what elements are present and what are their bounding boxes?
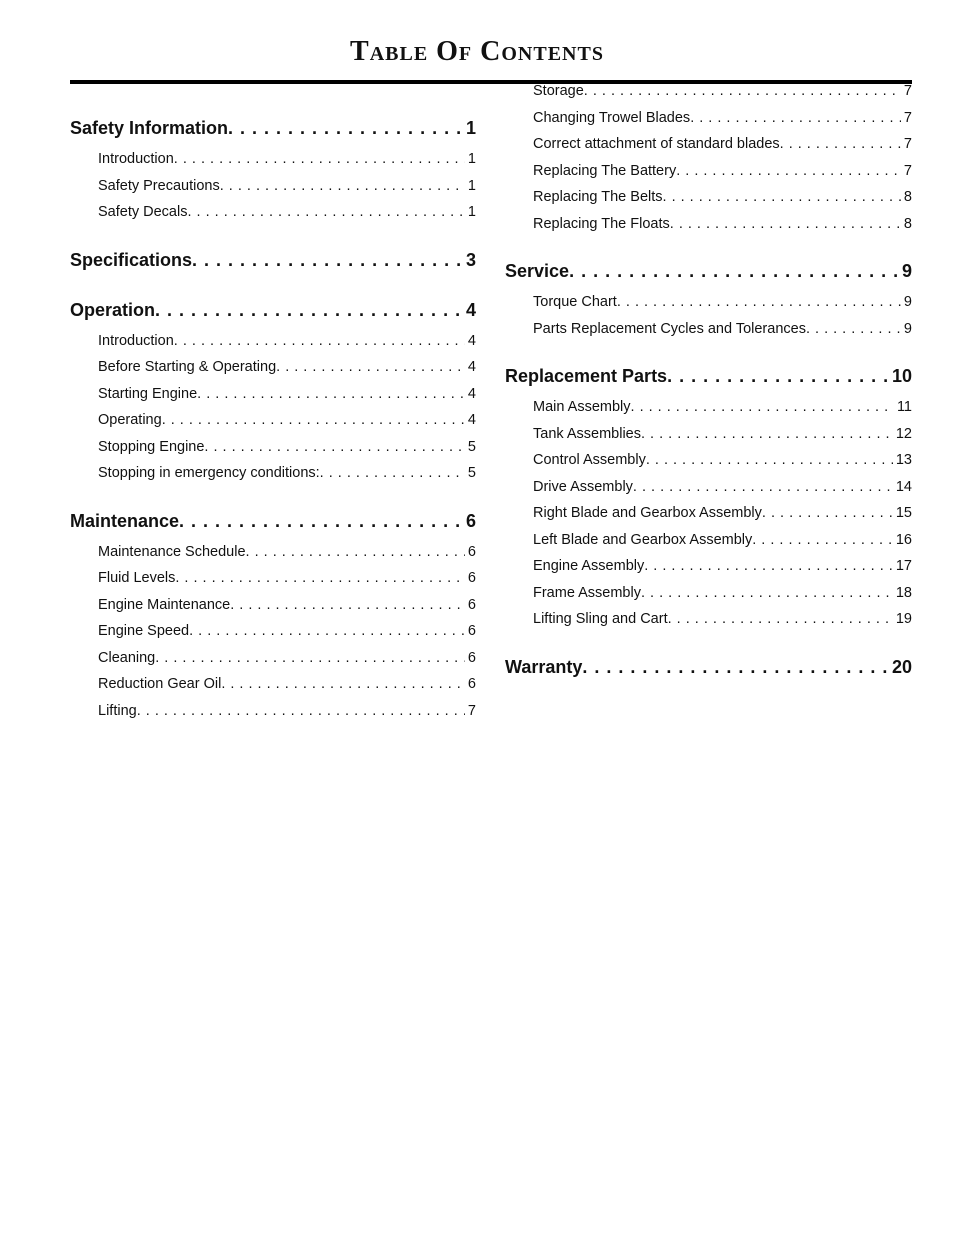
toc-entry-label: Stopping Engine (98, 438, 205, 455)
toc-item-safety-decals[interactable] (70, 199, 476, 226)
toc-page-number: 15 (895, 505, 912, 521)
toc-item-lifting[interactable] (70, 698, 476, 725)
toc-section-block (505, 255, 912, 342)
toc-entry-label: Left Blade and Gearbox Assembly (533, 531, 753, 548)
dot-leader (663, 184, 901, 211)
toc-section-block (70, 505, 476, 725)
dot-leader (752, 527, 893, 554)
toc-page-number: 1 (467, 204, 476, 220)
toc-page-number: 7 (903, 162, 912, 179)
toc-item-lifting-sling-and-cart[interactable] (505, 606, 912, 633)
dot-leader (155, 294, 464, 326)
toc-page-number: 7 (903, 109, 912, 126)
dot-leader (320, 460, 465, 487)
toc-page-number: 9 (903, 294, 912, 310)
toc-item-changing-trowel-blades[interactable] (505, 105, 912, 132)
dot-leader (641, 580, 893, 607)
toc-item-control-assembly[interactable] (505, 447, 912, 474)
toc-entry-label: Warranty (505, 656, 583, 677)
dot-leader (221, 671, 465, 698)
dot-leader (690, 105, 901, 132)
dot-leader (667, 360, 890, 392)
toc-entry-label: Parts Replacement Cycles and Tolerances (533, 320, 806, 337)
toc-entry-label: Main Assembly (533, 399, 631, 415)
toc-page-number: 4 (467, 359, 476, 375)
toc-entry-label: Specifications (70, 249, 193, 270)
toc-item-engine-speed[interactable] (70, 618, 476, 645)
dot-leader (174, 328, 465, 355)
toc-entry-label: Safety Information (70, 118, 229, 138)
toc-item-left-blade-and-gearbox-assembly[interactable] (505, 527, 912, 554)
dot-leader (197, 381, 465, 408)
toc-item-main-assembly[interactable] (505, 394, 912, 421)
toc-entry-label: Introduction (98, 151, 174, 167)
dot-leader (230, 592, 465, 619)
dot-leader (646, 447, 893, 474)
dot-leader (569, 255, 900, 287)
toc-page-number: 9 (903, 320, 912, 337)
toc-entry-label: Fluid Levels (98, 570, 176, 586)
toc-entry-label: Right Blade and Gearbox Assembly (533, 505, 762, 521)
toc-entry-label: Engine Assembly (533, 558, 645, 574)
toc-entry-label: Control Assembly (533, 452, 646, 468)
toc-entry-label: Frame Assembly (533, 584, 641, 601)
toc-page-number: 1 (465, 118, 476, 138)
toc-item-operating[interactable] (70, 407, 476, 434)
dot-leader (780, 131, 901, 158)
toc-page-number: 9 (901, 261, 912, 281)
toc-page-number: 4 (467, 385, 476, 402)
dot-leader (189, 618, 465, 645)
toc-page-number: 1 (467, 177, 476, 194)
toc-page-number: 6 (467, 543, 476, 560)
toc-page-number: 4 (467, 412, 476, 428)
toc-page-number: 5 (467, 438, 476, 455)
dot-leader (276, 354, 465, 381)
toc-page-number: 18 (895, 584, 912, 601)
toc-entry-label: Lifting (98, 702, 137, 719)
dot-leader (617, 289, 901, 316)
toc-entry-label: Stopping in emergency conditions: (98, 465, 320, 481)
toc-section-service[interactable] (505, 255, 912, 287)
toc-entry-label: Cleaning (98, 649, 156, 666)
toc-page-number: 1 (467, 151, 476, 167)
toc-item-cleaning[interactable] (70, 645, 476, 672)
toc-entry-label: Operation (70, 299, 156, 320)
toc-item-maintenance-schedule[interactable] (70, 539, 476, 566)
toc-entry-label: Service (505, 261, 570, 281)
dot-leader (162, 407, 465, 434)
toc-item-torque-chart[interactable] (505, 289, 912, 316)
toc-page-number: 6 (467, 596, 476, 613)
toc-page-number: 7 (467, 702, 476, 719)
dot-leader (192, 244, 464, 276)
toc-left-column (70, 112, 476, 742)
toc-entry-label: Reduction Gear Oil (98, 676, 222, 692)
toc-page-number: 8 (903, 189, 912, 205)
toc-page-number: 4 (465, 299, 476, 320)
dot-leader (644, 553, 893, 580)
toc-entry-label: Introduction (98, 332, 174, 349)
toc-section-warranty[interactable] (505, 651, 912, 683)
toc-entry-label: Safety Precautions (98, 177, 220, 194)
toc-section-safety-information[interactable] (70, 112, 476, 144)
toc-entry-label: Tank Assemblies (533, 425, 641, 442)
toc-entry-label: Replacing The Floats (533, 215, 670, 232)
dot-leader (670, 211, 901, 238)
toc-item-replacing-the-battery[interactable] (505, 158, 912, 185)
toc-section-maintenance[interactable] (70, 505, 476, 537)
toc-item-safety-precautions[interactable] (70, 173, 476, 200)
toc-entry-label: Changing Trowel Blades (533, 109, 691, 126)
toc-item-starting-engine[interactable] (70, 381, 476, 408)
toc-item-before-starting-operating[interactable] (70, 354, 476, 381)
toc-section-block (505, 651, 912, 683)
toc-item-correct-attachment-of-standard-blades[interactable] (505, 131, 912, 158)
dot-leader (155, 645, 465, 672)
toc-page-number: 14 (895, 478, 912, 495)
toc-page-number: 6 (467, 623, 476, 639)
dot-leader (806, 316, 901, 343)
dot-leader (179, 505, 464, 537)
toc-page-number: 17 (895, 558, 912, 574)
toc-item-parts-replacement-cycles-and-tolerances[interactable] (505, 316, 912, 343)
toc-page-number: 6 (467, 570, 476, 586)
toc-entry-label: Replacing The Battery (533, 162, 677, 179)
toc-item-storage[interactable] (505, 78, 912, 105)
dot-leader (204, 434, 465, 461)
toc-item-engine-assembly[interactable] (505, 553, 912, 580)
toc-item-drive-assembly[interactable] (505, 474, 912, 501)
toc-page-number: 6 (465, 510, 476, 531)
toc-page-number: 3 (465, 249, 476, 270)
dot-leader (582, 651, 890, 683)
dot-leader (762, 500, 893, 527)
toc-entry-label: Drive Assembly (533, 478, 633, 495)
toc-page-number: 13 (895, 452, 912, 468)
toc-page-number: 12 (895, 425, 912, 442)
toc-item-fluid-levels[interactable] (70, 565, 476, 592)
toc-section-block (70, 294, 476, 487)
toc-page-number: 6 (467, 676, 476, 692)
toc-entry-label: Replacement Parts (505, 366, 668, 386)
toc-item-reduction-gear-oil[interactable] (70, 671, 476, 698)
toc-right-column (505, 83, 912, 701)
toc-entry-label: Replacing The Belts (533, 189, 663, 205)
toc-page-number: 4 (467, 332, 476, 349)
toc-section-block (70, 112, 476, 226)
dot-leader (175, 565, 465, 592)
dot-leader (668, 606, 893, 633)
dot-leader (633, 474, 893, 501)
toc-entry-label: Safety Decals (98, 204, 188, 220)
toc-entry-label: Lifting Sling and Cart (533, 611, 668, 627)
toc-item-stopping-engine[interactable] (70, 434, 476, 461)
toc-page-number: 8 (903, 215, 912, 232)
dot-leader (228, 112, 464, 144)
toc-item-introduction[interactable] (70, 146, 476, 173)
toc-entry-label: Torque Chart (533, 294, 617, 310)
toc-item-stopping-in-emergency-conditions[interactable] (70, 460, 476, 487)
dot-leader (584, 78, 901, 105)
dot-leader (174, 146, 465, 173)
toc-page-number: 7 (903, 83, 912, 99)
toc-entry-label: Maintenance Schedule (98, 543, 246, 560)
dot-leader (220, 173, 465, 200)
toc-page-number: 11 (896, 399, 912, 415)
toc-page-number: 5 (467, 465, 476, 481)
toc-entry-label: Engine Speed (98, 623, 190, 639)
toc-entry-label: Storage (533, 83, 584, 99)
page-title: Table Of Contents (350, 36, 604, 67)
toc-section-block (505, 78, 912, 237)
toc-item-replacing-the-belts[interactable] (505, 184, 912, 211)
toc-item-right-blade-and-gearbox-assembly[interactable] (505, 500, 912, 527)
toc-section-operation[interactable] (70, 294, 476, 326)
dot-leader (246, 539, 465, 566)
toc-section-replacement-parts[interactable] (505, 360, 912, 392)
toc-section-specifications[interactable] (70, 244, 476, 276)
toc-section-block (70, 244, 476, 276)
toc-entry-label: Correct attachment of standard blades (533, 136, 780, 152)
dot-leader (676, 158, 901, 185)
toc-item-replacing-the-floats[interactable] (505, 211, 912, 238)
toc-item-frame-assembly[interactable] (505, 580, 912, 607)
toc-item-tank-assemblies[interactable] (505, 421, 912, 448)
toc-item-introduction[interactable] (70, 328, 476, 355)
dot-leader (137, 698, 465, 725)
toc-item-engine-maintenance[interactable] (70, 592, 476, 619)
toc-entry-label: Engine Maintenance (98, 596, 231, 613)
dot-leader (631, 394, 894, 421)
toc-entry-label: Before Starting & Operating (98, 359, 277, 375)
dot-leader (187, 199, 464, 226)
toc-page-number: 16 (895, 531, 912, 548)
toc-page-number: 10 (891, 366, 912, 386)
toc-entry-label: Maintenance (70, 510, 180, 531)
toc-page-number: 19 (895, 611, 912, 627)
toc-page-number: 6 (467, 649, 476, 666)
toc-page-number: 7 (903, 136, 912, 152)
toc-entry-label: Starting Engine (98, 385, 198, 402)
toc-page-number: 20 (891, 656, 912, 677)
toc-entry-label: Operating (98, 412, 162, 428)
dot-leader (641, 421, 893, 448)
toc-section-block (505, 360, 912, 633)
